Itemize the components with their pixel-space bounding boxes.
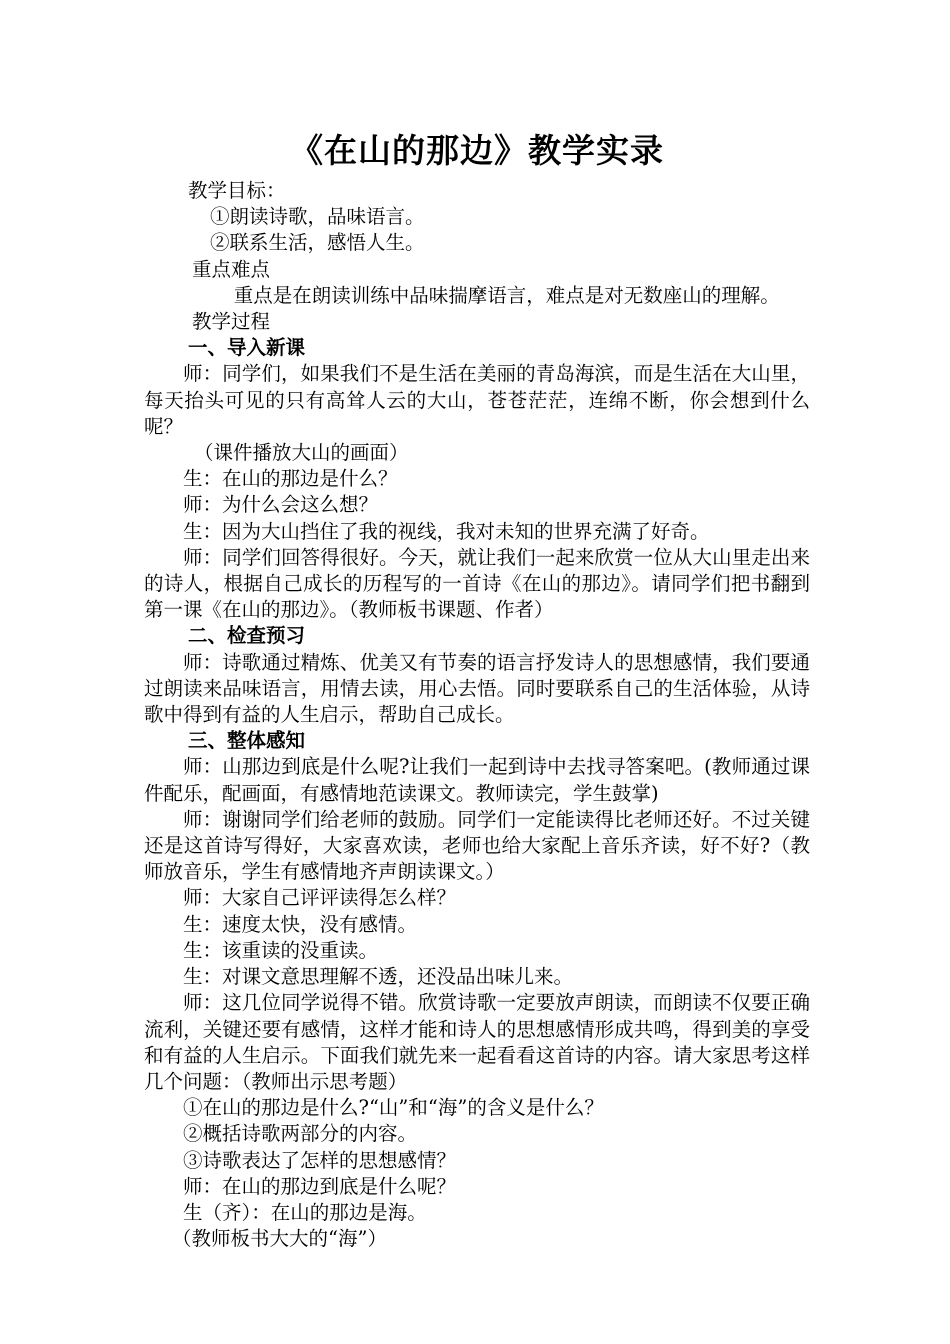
paragraph: 师：诗歌通过精炼、优美又有节奏的语言抒发诗人的思想感情，我们要通过朗读来品味语言，用情去读，用心去悟。同时要联系自己的生活体验，从诗歌中得到有益的人生启示，帮助自己成长。 bbox=[144, 650, 810, 727]
key-text: 重点是在朗读训练中品味揣摩语言，难点是对无数座山的理解。 bbox=[233, 283, 780, 307]
process-label: 教学过程 bbox=[192, 310, 271, 334]
paragraph: 生：在山的那边是什么？ bbox=[183, 467, 398, 491]
paragraph: 生：该重读的没重读。 bbox=[183, 938, 379, 962]
question-item: ②概括诗歌两部分的内容。 bbox=[183, 1122, 418, 1146]
paragraph: 师：为什么会这么想？ bbox=[183, 493, 379, 517]
key-label: 重点难点 bbox=[192, 257, 271, 281]
paragraph: 师：同学们，如果我们不是生活在美丽的青岛海滨，而是生活在大山里，每天抬头可见的只有高耸人云的大山，苍苍茫茫，连绵不断，你会想到什么呢？ bbox=[144, 362, 810, 438]
paragraph: 师：谢谢同学们给老师的鼓励。同学们一定能读得比老师还好。不过关键还是这首诗写得好，大家喜欢读，老师也给大家配上音乐齐读，好不好?（教师放音乐，学生有感情地齐声朗读课文。） bbox=[144, 807, 810, 884]
goal-item: ②联系生活，感悟人生。 bbox=[210, 231, 425, 255]
section-heading: 一、导入新课 bbox=[188, 336, 306, 360]
paragraph: 师：山那边到底是什么呢?让我们一起到诗中去找寻答案吧。(教师通过课件配乐，配画面，有感情地范读课文。教师读完，学生鼓掌) bbox=[144, 755, 810, 805]
document-title: 《在山的那边》教学实录 bbox=[290, 131, 664, 170]
paragraph: 师：同学们回答得很好。今天，就让我们一起来欣赏一位从大山里走出来的诗人，根据自己成长的历程写的一首诗《在山的那边》。请同学们把书翻到第一课《在山的那边》。（教师板书课题、作者） bbox=[144, 545, 810, 622]
goal-item: ①朗读诗歌，品味语言。 bbox=[210, 205, 425, 229]
question-item: ③诗歌表达了怎样的思想感情？ bbox=[183, 1148, 457, 1172]
paragraph: 师：在山的那边到底是什么呢？ bbox=[183, 1174, 457, 1198]
paragraph: 生：因为大山挡住了我的视线，我对未知的世界充满了好奇。 bbox=[183, 519, 710, 543]
paragraph: 生：对课文意思理解不透，还没品出味儿来。 bbox=[183, 965, 574, 989]
paragraph: 生（齐）：在山的那边是海。 bbox=[183, 1200, 427, 1224]
question-item: ①在山的那边是什么?“山”和“海”的含义是什么？ bbox=[183, 1096, 604, 1120]
paragraph: 师：大家自己评评读得怎么样？ bbox=[183, 886, 457, 910]
paragraph: （教师板书大大的“海”） bbox=[172, 1227, 387, 1251]
section-heading: 三、整体感知 bbox=[188, 729, 306, 753]
section-heading: 二、检查预习 bbox=[188, 624, 306, 648]
paragraph: 生：速度太快，没有感情。 bbox=[183, 912, 418, 936]
paragraph: 师：这几位同学说得不错。欣赏诗歌一定要放声朗读，而朗读不仅要正确流利，关键还要有感情，这样才能和诗人的思想感情形成共鸣，得到美的享受和有益的人生启示。下面我们就先来一起看看这首诗的内容。请大家思考这样几个问题：（教师出示思考题） bbox=[144, 991, 810, 1093]
paragraph: （课件播放大山的画面） bbox=[194, 441, 409, 465]
goals-label: 教学目标： bbox=[188, 179, 286, 202]
document-page bbox=[144, 128, 810, 1252]
